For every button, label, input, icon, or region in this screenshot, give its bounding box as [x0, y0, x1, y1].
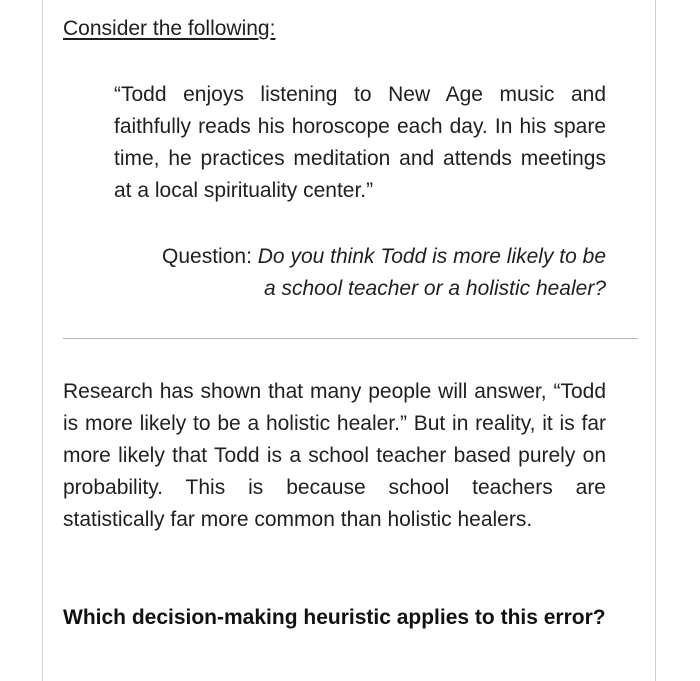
question-prompt: Which decision-making heuristic applies to this error? [63, 606, 606, 629]
question-body: Do you think Todd is more likely to be a school teacher or a holistic healer? [257, 245, 606, 300]
document-page [42, 0, 656, 681]
scenario-quote: “Todd enjoys listening to New Age music and faithfully reads his horoscope each day. In his spare time, he practices meditation and attends meetings at a local spirituality center.” [114, 83, 606, 202]
research-explanation: Research has shown that many people will answer, “Todd is more likely to be a holistic healer.” But in reality, it is far more likely that Todd is a school teacher based purely on probability. This is because school teachers are statistically far more common than holistic healers. [63, 380, 606, 531]
scenario-question [153, 241, 606, 305]
question-label: Question: [162, 245, 252, 268]
section-divider [63, 338, 638, 339]
section-heading: Consider the following: [63, 17, 276, 40]
